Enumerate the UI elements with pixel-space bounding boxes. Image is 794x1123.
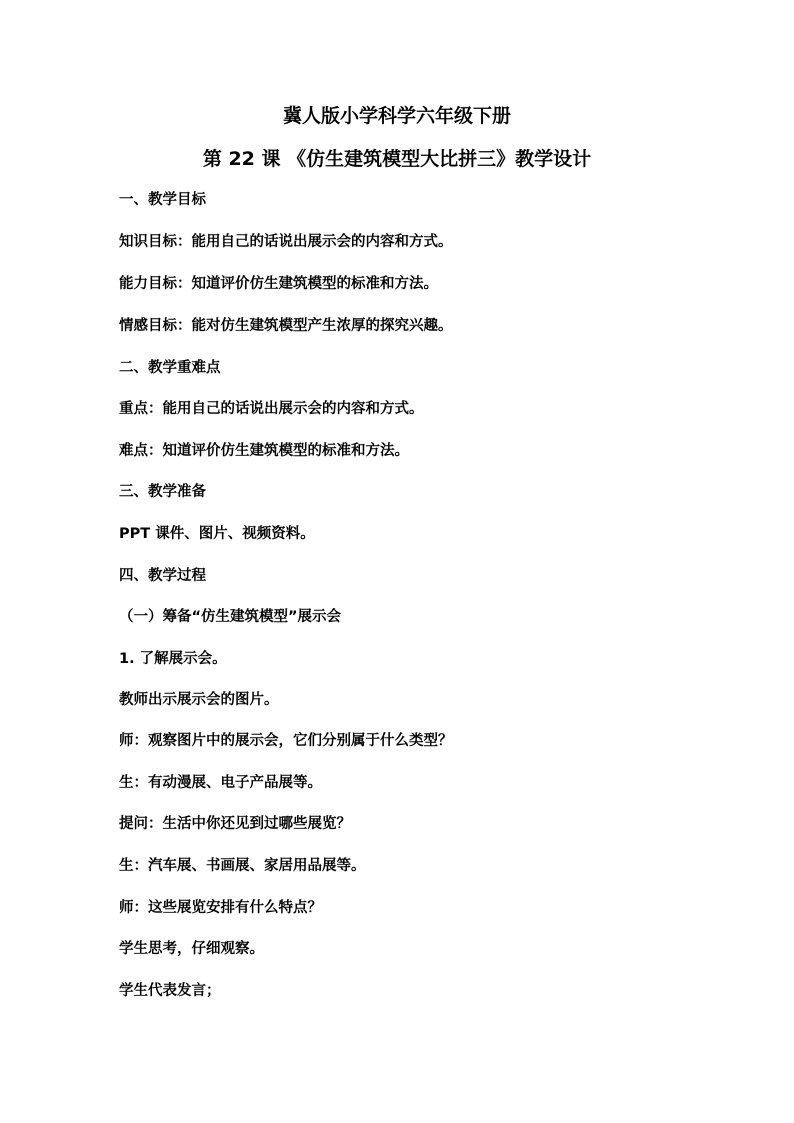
- paragraph: PPT 课件、图片、视频资料。: [119, 526, 315, 542]
- paragraph: 学生代表发言；: [119, 983, 221, 999]
- section-heading-preparation: 三、教学准备: [119, 484, 206, 500]
- paragraph: 生：汽车展、书画展、家居用品展等。: [119, 858, 366, 874]
- numbered-item: 1. 了解展示会。: [119, 651, 227, 667]
- paragraph: 学生思考，仔细观察。: [119, 941, 264, 957]
- section-heading-objectives: 一、教学目标: [119, 192, 206, 208]
- paragraph: 提问：生活中你还见到过哪些展览？: [119, 816, 351, 832]
- subsection-heading: （一）筹备“仿生建筑模型”展示会: [119, 609, 342, 625]
- paragraph: 知识目标：能用自己的话说出展示会的内容和方式。: [119, 234, 453, 250]
- paragraph: 能力目标：知道评价仿生建筑模型的标准和方法。: [119, 276, 438, 292]
- paragraph: 生：有动漫展、电子产品展等。: [119, 775, 322, 791]
- paragraph: 师：观察图片中的展示会，它们分别属于什么类型？: [119, 733, 453, 749]
- document-title: 冀人版小学科学六年级下册: [282, 105, 511, 127]
- section-heading-key-points: 二、教学重难点: [119, 360, 221, 376]
- section-heading-process: 四、教学过程: [119, 568, 206, 584]
- paragraph: 难点：知道评价仿生建筑模型的标准和方法。: [119, 443, 409, 459]
- paragraph: 情感目标：能对仿生建筑模型产生浓厚的探究兴趣。: [119, 318, 453, 334]
- paragraph: 重点：能用自己的话说出展示会的内容和方式。: [119, 401, 424, 417]
- document-subtitle: 第 22 课 《仿生建筑模型大比拼三》教学设计: [202, 148, 592, 170]
- paragraph: 教师出示展示会的图片。: [119, 692, 279, 708]
- paragraph: 师：这些展览安排有什么特点？: [119, 900, 322, 916]
